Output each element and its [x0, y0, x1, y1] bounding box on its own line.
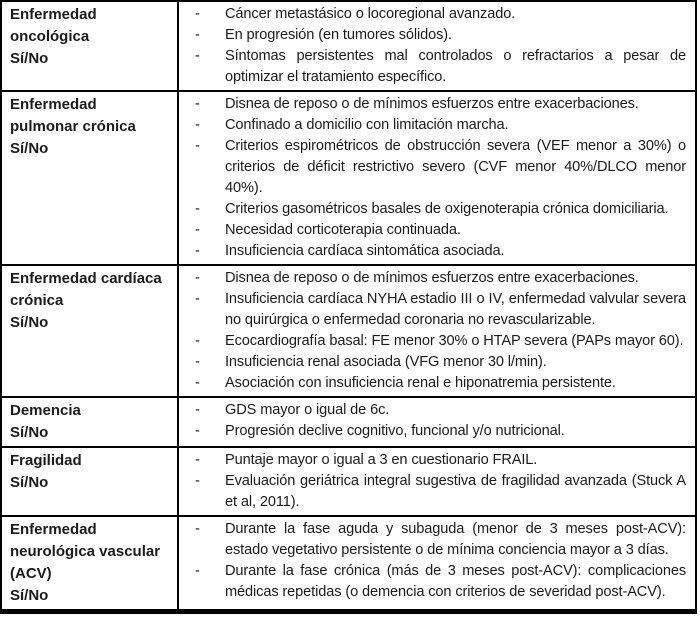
criterion-text: Ecocardiografía basal: FE menor 30% o HTAP severa (PAPs mayor 60). — [225, 333, 684, 349]
criterion-item — [179, 352, 686, 373]
dash-bullet: - — [195, 563, 200, 579]
criterion-item — [179, 289, 686, 331]
criterion-item — [179, 241, 686, 262]
dash-bullet: - — [195, 6, 200, 22]
criterion-item — [179, 46, 686, 88]
criteria-cell — [178, 91, 696, 265]
criteria-cell — [178, 397, 696, 447]
criterion-text: Puntaje mayor o igual a 3 en cuestionario FRAIL. — [225, 452, 538, 468]
criterion-text: Disnea de reposo o de mínimos esfuerzos entre exacerbaciones. — [225, 270, 639, 286]
criterion-text: Insuficiencia cardíaca NYHA estadio III o IV, enfermedad valvular severa no quirúrgica o enfermedad coronaria no revascularizable. — [225, 291, 686, 328]
criterion-item — [179, 561, 686, 603]
criterion-item — [179, 94, 686, 115]
condition-flag: Sí/No — [10, 587, 49, 604]
dash-bullet: - — [195, 27, 200, 43]
condition-cell — [1, 265, 178, 397]
dash-bullet: - — [195, 473, 200, 489]
condition-cell — [1, 397, 178, 447]
criterion-text: Cáncer metastásico o locoregional avanzado. — [225, 6, 516, 22]
criterion-text: Asociación con insuficiencia renal e hiponatremia persistente. — [225, 375, 616, 391]
dash-bullet: - — [195, 354, 200, 370]
dash-bullet: - — [195, 291, 200, 307]
condition-flag: Sí/No — [10, 50, 49, 67]
criterion-item — [179, 331, 686, 352]
condition-flag: Sí/No — [10, 424, 49, 441]
dash-bullet: - — [195, 333, 200, 349]
table-row — [1, 447, 696, 516]
criteria-cell — [178, 516, 696, 612]
criteria-cell — [178, 1, 696, 91]
criterion-text: Progresión declive cognitivo, funcional y/o nutricional. — [225, 423, 565, 439]
criterion-text: Síntomas persistentes mal controlados o refractarios a pesar de optimizar el tratamiento específico. — [225, 48, 686, 85]
criteria-cell — [178, 447, 696, 516]
criterion-text: Confinado a domicilio con limitación marcha. — [225, 117, 509, 133]
criterion-item — [179, 268, 686, 289]
condition-name: Demencia — [10, 402, 81, 419]
table-row — [1, 91, 696, 265]
criteria-cell — [178, 265, 696, 397]
criterion-text: Criterios espirométricos de obstrucción severa (VEF menor a 30%) o criterios de déficit restrictivo severo (CVF menor 40%/DLCO menor 40%). — [225, 138, 686, 196]
dash-bullet: - — [195, 423, 200, 439]
table-row — [1, 516, 696, 612]
dash-bullet: - — [195, 222, 200, 238]
table-body — [1, 1, 696, 612]
criterion-item — [179, 421, 686, 442]
condition-cell — [1, 516, 178, 612]
criterion-text: Insuficiencia cardíaca sintomática asociada. — [225, 243, 505, 259]
criterion-text: GDS mayor o igual de 6c. — [225, 402, 390, 418]
criterion-item — [179, 115, 686, 136]
condition-name: Enfermedad oncológica — [10, 6, 97, 45]
criterion-text: En progresión (en tumores sólidos). — [225, 27, 452, 43]
criterion-item — [179, 471, 686, 513]
dash-bullet: - — [195, 270, 200, 286]
condition-flag: Sí/No — [10, 140, 49, 157]
dash-bullet: - — [195, 117, 200, 133]
criterion-item — [179, 450, 686, 471]
criterion-item — [179, 519, 686, 561]
criterion-item — [179, 199, 686, 220]
condition-flag: Sí/No — [10, 314, 49, 331]
condition-cell — [1, 1, 178, 91]
criterion-text: Evaluación geriátrica integral sugestiva de fragilidad avanzada (Stuck A et al, 2011). — [225, 473, 686, 510]
dash-bullet: - — [195, 48, 200, 64]
dash-bullet: - — [195, 375, 200, 391]
dash-bullet: - — [195, 521, 200, 537]
condition-name: Enfermedad pulmonar crónica — [10, 96, 136, 135]
dash-bullet: - — [195, 201, 200, 217]
criterion-item — [179, 373, 686, 394]
criterion-text: Necesidad corticoterapia continuada. — [225, 222, 461, 238]
criterion-text: Criterios gasométricos basales de oxigenoterapia crónica domiciliaria. — [225, 201, 669, 217]
criterion-text: Durante la fase aguda y subaguda (menor de 3 meses post-ACV): estado vegetativo persistente o de mínima conciencia mayor a 3 días. — [225, 521, 686, 558]
condition-cell — [1, 91, 178, 265]
criterion-item — [179, 220, 686, 241]
condition-name: Fragilidad — [10, 452, 82, 469]
condition-flag: Sí/No — [10, 474, 49, 491]
dash-bullet: - — [195, 402, 200, 418]
criterion-text: Disnea de reposo o de mínimos esfuerzos entre exacerbaciones. — [225, 96, 639, 112]
criterion-item — [179, 400, 686, 421]
criterion-item — [179, 4, 686, 25]
condition-name: Enfermedad cardíaca crónica — [10, 270, 162, 309]
dash-bullet: - — [195, 138, 200, 154]
dash-bullet: - — [195, 96, 200, 112]
criterion-text: Durante la fase crónica (más de 3 meses post-ACV): complicaciones médicas repetidas (o demencia con criterios de severidad post-ACV). — [225, 563, 686, 600]
criterion-text: Insuficiencia renal asociada (VFG menor 30 l/min). — [225, 354, 547, 370]
dash-bullet: - — [195, 243, 200, 259]
table-row — [1, 397, 696, 447]
table-row — [1, 265, 696, 397]
table-row — [1, 1, 696, 91]
dash-bullet: - — [195, 452, 200, 468]
condition-name: Enfermedad neurológica vascular (ACV) — [10, 521, 161, 582]
criterion-item — [179, 25, 686, 46]
condition-cell — [1, 447, 178, 516]
criterion-item — [179, 136, 686, 199]
